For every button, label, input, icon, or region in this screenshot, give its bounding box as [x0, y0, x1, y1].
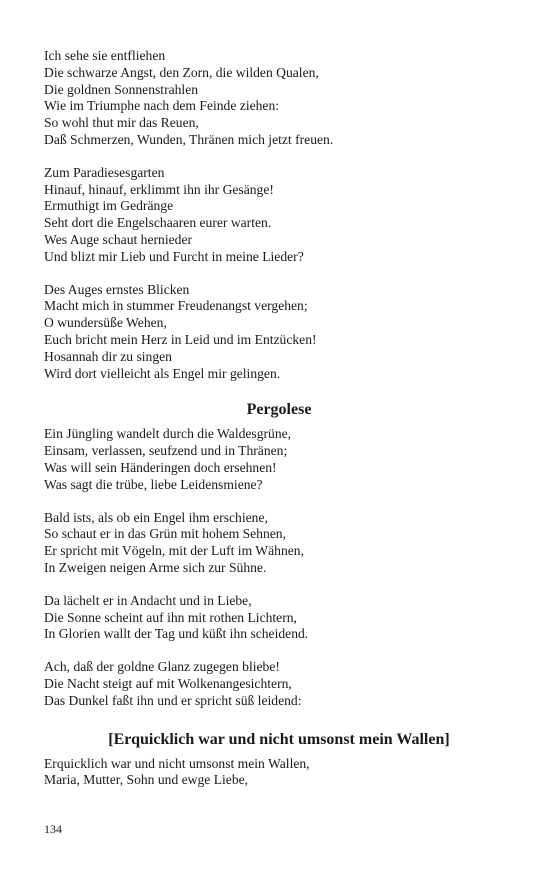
verse-line: Seht dort die Engelschaaren eurer warten. [44, 215, 272, 231]
verse-line: Erquicklich war und nicht umsonst mein Wallen, [44, 755, 310, 771]
verse-line: So wohl thut mir das Reuen, [44, 115, 199, 131]
verse-line: Da lächelt er in Andacht und in Liebe, [44, 592, 252, 608]
poem-section [44, 48, 514, 382]
verse-line: Die goldnen Sonnenstrahlen [44, 81, 199, 97]
verse-line: Und blizt mir Lieb und Furcht in meine Lieder? [44, 248, 304, 264]
verse-line: In Zweigen neigen Arme sich zur Sühne. [44, 559, 267, 575]
poem-title: [Erquicklich war und nicht umsonst mein Wallen] [108, 730, 450, 748]
verse-line: Was will sein Händeringen doch ersehnen! [44, 459, 277, 475]
verse-line: Einsam, verlassen, seufzend und in Thränen; [44, 443, 288, 459]
stanza [44, 593, 514, 643]
verse-line: Ach, daß der goldne Glanz zugegen bliebe! [44, 659, 280, 675]
verse-line: Wird dort vielleicht als Engel mir gelingen. [44, 365, 281, 381]
stanza [44, 165, 514, 266]
verse-line: Die Sonne scheint auf ihn mit rothen Lichtern, [44, 609, 297, 625]
poem-title: Pergolese [246, 401, 312, 419]
verse-line: Euch bricht mein Herz in Leid und im Entzücken! [44, 331, 317, 347]
stanza [44, 510, 514, 577]
stanza [44, 282, 514, 383]
verse-line: Des Auges ernstes Blicken [44, 281, 190, 297]
page-number: 134 [44, 822, 62, 836]
verse-line: Hinauf, hinauf, erklimmt ihn ihr Gesänge! [44, 181, 274, 197]
verse-line: Ermuthigt im Gedränge [44, 198, 174, 214]
verse-line: Wie im Triumphe nach dem Feinde ziehen: [44, 98, 280, 114]
verse-line: Er spricht mit Vögeln, mit der Luft im Wähnen, [44, 543, 304, 559]
verse-line: Daß Schmerzen, Wunden, Thränen mich jetzt freuen. [44, 131, 334, 147]
verse-line: Die schwarze Angst, den Zorn, die wilden Qualen, [44, 64, 319, 80]
verse-line: Macht mich in stummer Freudenangst vergehen; [44, 298, 308, 314]
poem-section [44, 730, 514, 790]
verse-line: Ein Jüngling wandelt durch die Waldesgrüne, [44, 426, 292, 442]
page-body [44, 48, 514, 789]
verse-line: So schaut er in das Grün mit hohem Sehnen, [44, 526, 287, 542]
verse-line: Was sagt die trübe, liebe Leidensmiene? [44, 476, 263, 492]
stanza [44, 426, 514, 493]
verse-line: In Glorien wallt der Tag und küßt ihn scheidend. [44, 626, 309, 642]
stanza [44, 659, 514, 709]
verse-line: Ich sehe sie entfliehen [44, 48, 166, 63]
stanza [44, 756, 514, 790]
verse-line: Maria, Mutter, Sohn und ewge Liebe, [44, 772, 249, 788]
verse-line: Bald ists, als ob ein Engel ihm erschiene, [44, 509, 268, 525]
verse-line: Hosannah dir zu singen [44, 348, 172, 364]
verse-line: O wundersüße Wehen, [44, 315, 167, 331]
stanza [44, 48, 514, 149]
poem-section [44, 400, 514, 709]
verse-line: Die Nacht steigt auf mit Wolkenangesichtern, [44, 675, 292, 691]
verse-line: Das Dunkel faßt ihn und er spricht süß leidend: [44, 692, 302, 708]
verse-line: Zum Paradiesesgarten [44, 164, 165, 180]
verse-line: Wes Auge schaut hernieder [44, 231, 193, 247]
